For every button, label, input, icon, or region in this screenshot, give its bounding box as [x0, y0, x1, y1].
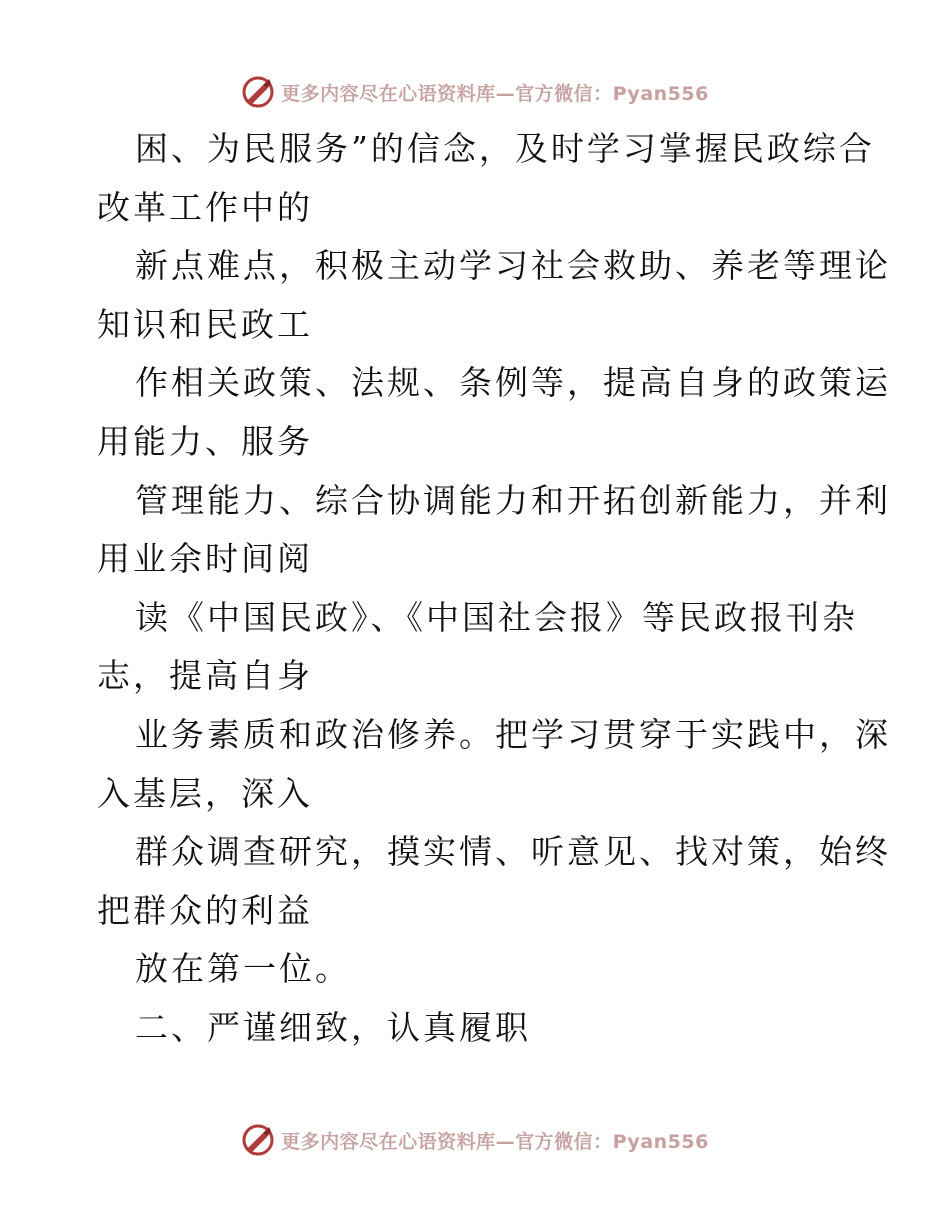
watermark-text: 更多内容尽在心语资料库—官方微信：Pyan556 [281, 1130, 709, 1153]
pen-logo-icon [241, 75, 275, 109]
text-line: 新点难点，积极主动学习社会救助、养老等理论 [135, 246, 891, 286]
text-line: 知识和民政工 [97, 304, 313, 344]
text-line: 作相关政策、法规、条例等，提高自身的政策运 [135, 363, 891, 403]
text-line: 把群众的利益 [97, 890, 313, 930]
document-body [97, 120, 891, 1058]
watermark-header [0, 72, 950, 112]
text-line: 读《中国民政》、《中国社会报》等民政报刊杂 [135, 597, 858, 637]
text-line: 入基层，深入 [97, 773, 313, 813]
text-line: 二、严谨细致，认真履职 [135, 1007, 531, 1047]
text-line: 困、为民服务”的信念，及时学习掌握民政综合 [135, 129, 875, 168]
text-line: 用业余时间阅 [97, 539, 313, 579]
text-line: 管理能力、综合协调能力和开拓创新能力，并利 [135, 480, 891, 520]
watermark-text: 更多内容尽在心语资料库—官方微信：Pyan556 [281, 82, 709, 105]
text-line: 志，提高自身 [97, 656, 313, 696]
text-line: 群众调查研究，摸实情、听意见、找对策，始终 [135, 832, 891, 872]
text-line: 业务素质和政治修养。把学习贯穿于实践中，深 [135, 714, 891, 754]
text-line: 放在第一位。 [135, 949, 351, 989]
watermark-footer [0, 1120, 950, 1160]
text-line: 改革工作中的 [97, 187, 313, 227]
text-line: 用能力、服务 [97, 421, 313, 461]
pen-logo-icon [241, 1123, 275, 1157]
